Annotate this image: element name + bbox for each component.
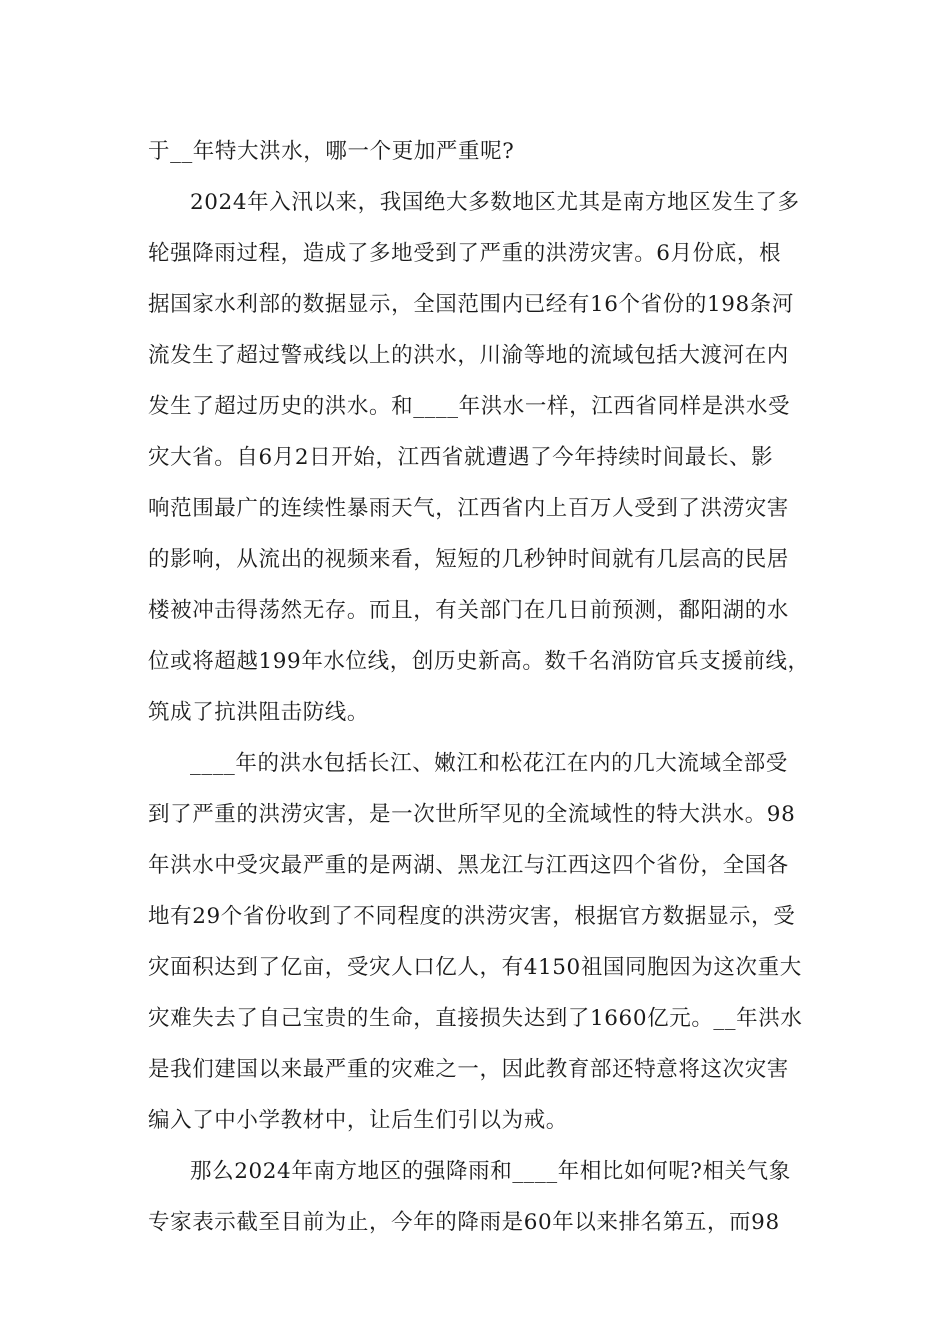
text-line: ____年的洪水包括长江、嫩江和松花江在内的几大流域全部受 [190,751,788,776]
text-line: 灾大省。自6月2日开始，江西省就遭遇了今年持续时间最长、影 [148,445,774,470]
text-line: 地有29个省份收到了不同程度的洪涝灾害，根据官方数据显示，受 [148,904,796,929]
text-line: 于__年特大洪水，哪一个更加严重呢? [148,139,515,164]
text-line: 响范围最广的连续性暴雨天气，江西省内上百万人受到了洪涝灾害 [148,496,789,521]
text-line: 年洪水中受灾最严重的是两湖、黑龙江与江西这四个省份，全国各 [148,853,789,878]
text-line: 灾难失去了自己宝贵的生命，直接损失达到了1660亿元。__年洪水 [148,1006,803,1031]
text-line: 位或将超越199年水位线，创历史新高。数千名消防官兵支援前线， [148,649,810,674]
text-line: 楼被冲击得荡然无存。而且，有关部门在几日前预测，鄱阳湖的水 [148,598,789,623]
text-line: 的影响，从流出的视频来看，短短的几秒钟时间就有几层高的民居 [148,547,789,572]
text-line: 编入了中小学教材中，让后生们引以为戒。 [148,1108,568,1133]
text-line: 据国家水利部的数据显示，全国范围内已经有16个省份的198条河 [148,292,794,317]
text-line: 灾面积达到了亿亩，受灾人口亿人，有4150祖国同胞因为这次重大 [148,955,802,980]
text-line: 专家表示截至目前为止，今年的降雨是60年以来排名第五，而98 [148,1210,780,1235]
text-line: 流发生了超过警戒线以上的洪水，川渝等地的流域包括大渡河在内 [148,343,789,368]
text-line: 是我们建国以来最严重的灾难之一，因此教育部还特意将这次灾害 [148,1057,789,1082]
text-line: 筑成了抗洪阻击防线。 [148,700,370,725]
text-line: 那么2024年南方地区的强降雨和____年相比如何呢?相关气象 [190,1159,791,1184]
text-line: 2024年入汛以来，我国绝大多数地区尤其是南方地区发生了多 [190,190,800,215]
text-line: 到了严重的洪涝灾害，是一次世所罕见的全流域性的特大洪水。98 [148,802,796,827]
text-line: 轮强降雨过程，造成了多地受到了严重的洪涝灾害。6月份底，根 [148,241,782,266]
text-line: 发生了超过历史的洪水。和____年洪水一样，江西省同样是洪水受 [148,394,791,419]
